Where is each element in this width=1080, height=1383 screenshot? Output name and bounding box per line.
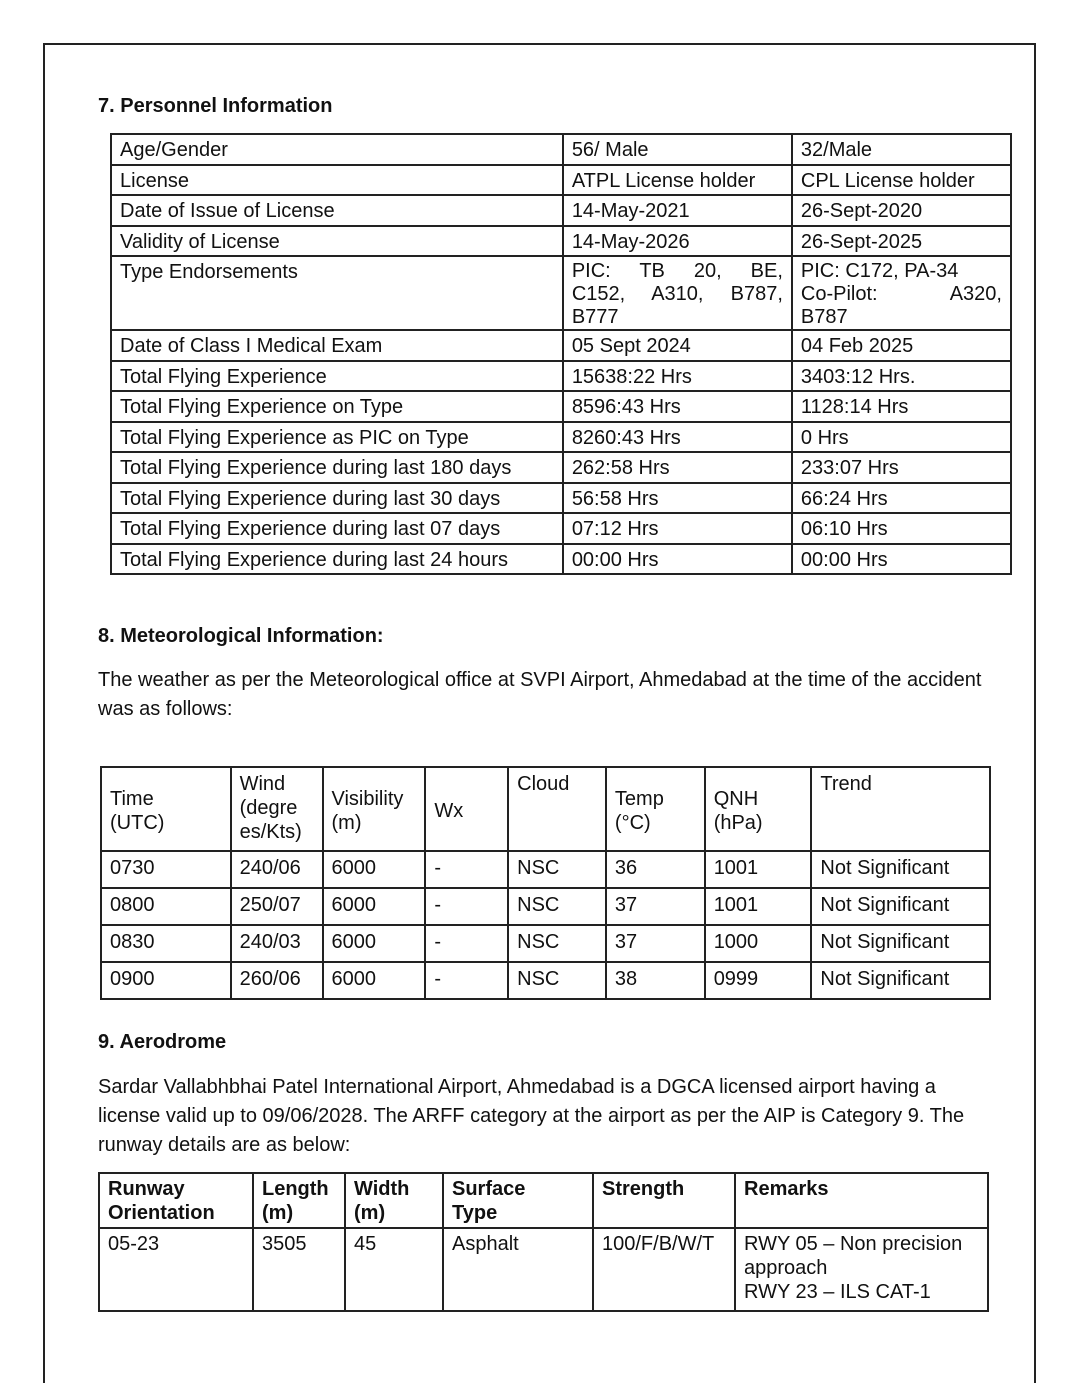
personnel-row [111,513,1011,544]
personnel-label: Total Flying Experience as PIC on Type [111,422,563,453]
header-wx: Wx [425,767,508,851]
personnel-label: Total Flying Experience [111,361,563,392]
met-temp-cell: 37 [606,925,705,962]
co-pilot-value: 00:00 Hrs [792,544,1011,575]
met-cloud-cell: NSC [508,888,606,925]
section-heading-aerodrome: 9. Aerodrome [98,1031,227,1053]
header-visibility: Visibility (m) [323,767,426,851]
cell-line: B777 [571,306,619,328]
met-time-cell: 0800 [101,888,231,925]
cell-line: PIC: C172, PA-34 [800,260,959,282]
runway-orientation: 05-23 [99,1228,253,1311]
header-time: Time (UTC) [101,767,231,851]
header-trend: Trend [811,767,990,851]
meteorological-row [101,888,990,925]
personnel-label: Date of Class I Medical Exam [111,330,563,361]
met-qnh-cell: 1001 [705,888,812,925]
met-visibility-cell: 6000 [323,851,426,888]
co-pilot-endorsements [792,256,1011,330]
meteorological-row [101,962,990,999]
pilot-in-command-value: ATPL License holder [563,165,792,196]
runway-header-row [99,1173,988,1228]
met-wx-cell: - [425,851,508,888]
personnel-row [111,195,1011,226]
runway-table [98,1172,989,1312]
met-wx-cell: - [425,888,508,925]
cell-line: Co-Pilot: A320, [800,283,1002,305]
pilot-in-command-value: 14-May-2026 [563,226,792,257]
met-time-cell: 0730 [101,851,231,888]
personnel-label: License [111,165,563,196]
co-pilot-value: 3403:12 Hrs. [792,361,1011,392]
met-visibility-cell: 6000 [323,962,426,999]
co-pilot-value: 0 Hrs [792,422,1011,453]
met-time-cell: 0900 [101,962,231,999]
met-wind-cell: 250/07 [231,888,323,925]
co-pilot-value: CPL License holder [792,165,1011,196]
header-wind: Wind (degre es/Kts) [231,767,323,851]
met-cloud-cell: NSC [508,962,606,999]
runway-length: 3505 [253,1228,345,1311]
met-qnh-cell: 1000 [705,925,812,962]
pilot-in-command-value: 05 Sept 2024 [563,330,792,361]
personnel-row [111,391,1011,422]
personnel-label: Total Flying Experience during last 30 days [111,483,563,514]
header-remarks: Remarks [735,1173,988,1228]
header-width: Width (m) [345,1173,443,1228]
header-surface-type: Surface Type [443,1173,593,1228]
personnel-row [111,134,1011,165]
runway-strength: 100/F/B/W/T [593,1228,735,1311]
co-pilot-value: 66:24 Hrs [792,483,1011,514]
met-temp-cell: 36 [606,851,705,888]
personnel-row [111,165,1011,196]
header-length: Length (m) [253,1173,345,1228]
cell-line: B787 [800,306,848,328]
aerodrome-intro: Sardar Vallabhbhai Patel International Airport, Ahmedabad is a DGCA licensed airport having a license valid up to 09/06/2028. The ARFF category at the airport as per the AIP is Category 9. The runway details are as below: [98,1076,965,1156]
met-wind-cell: 240/06 [231,851,323,888]
met-cloud-cell: NSC [508,851,606,888]
header-runway-orientation: Runway Orientation [99,1173,253,1228]
personnel-label: Total Flying Experience during last 07 days [111,513,563,544]
co-pilot-value: 233:07 Hrs [792,452,1011,483]
header-qnh: QNH (hPa) [705,767,812,851]
personnel-row [111,330,1011,361]
pilot-in-command-value: 56:58 Hrs [563,483,792,514]
co-pilot-value: 26-Sept-2025 [792,226,1011,257]
pilot-in-command-value: 8260:43 Hrs [563,422,792,453]
personnel-label: Total Flying Experience during last 180 days [111,452,563,483]
met-wx-cell: - [425,925,508,962]
runway-row [99,1228,988,1311]
meteorological-header-row [101,767,990,851]
pilot-in-command-value: 14-May-2021 [563,195,792,226]
pilot-in-command-value: 56/ Male [563,134,792,165]
personnel-row [111,361,1011,392]
met-qnh-cell: 0999 [705,962,812,999]
cell-line: PIC: TB 20, BE, [571,260,783,282]
met-wind-cell: 260/06 [231,962,323,999]
met-trend-cell: Not Significant [811,962,990,999]
runway-remarks: RWY 05 – Non precision approach RWY 23 – ILS CAT-1 [735,1228,988,1311]
header-temp: Temp (°C) [606,767,705,851]
runway-surface: Asphalt [443,1228,593,1311]
header-cloud: Cloud [508,767,606,851]
met-time-cell: 0830 [101,925,231,962]
pilot-in-command-value: 00:00 Hrs [563,544,792,575]
met-wind-cell: 240/03 [231,925,323,962]
personnel-row [111,483,1011,514]
meteorological-row [101,851,990,888]
co-pilot-value: 04 Feb 2025 [792,330,1011,361]
pilot-in-command-value: 8596:43 Hrs [563,391,792,422]
meteorological-table [100,766,991,1000]
pilot-in-command-endorsements [563,256,792,330]
personnel-row [111,452,1011,483]
personnel-row-type-endorsements [111,256,1011,330]
runway-width: 45 [345,1228,443,1311]
met-qnh-cell: 1001 [705,851,812,888]
co-pilot-value: 32/Male [792,134,1011,165]
personnel-table [110,133,1012,575]
personnel-label: Date of Issue of License [111,195,563,226]
met-trend-cell: Not Significant [811,851,990,888]
met-temp-cell: 38 [606,962,705,999]
met-wx-cell: - [425,962,508,999]
meteorological-row [101,925,990,962]
header-strength: Strength [593,1173,735,1228]
met-trend-cell: Not Significant [811,888,990,925]
co-pilot-value: 06:10 Hrs [792,513,1011,544]
personnel-row [111,226,1011,257]
met-cloud-cell: NSC [508,925,606,962]
pilot-in-command-value: 07:12 Hrs [563,513,792,544]
personnel-label: Type Endorsements [111,256,563,330]
section-heading-meteorological: 8. Meteorological Information: [98,625,384,647]
meteorological-intro: The weather as per the Meteorological office at SVPI Airport, Ahmedabad at the time of the accident was as follows: [98,669,982,720]
personnel-row [111,422,1011,453]
met-temp-cell: 37 [606,888,705,925]
personnel-label: Total Flying Experience during last 24 hours [111,544,563,575]
cell-line: C152, A310, B787, [571,283,783,305]
section-heading-personnel: 7. Personnel Information [98,95,333,117]
met-visibility-cell: 6000 [323,888,426,925]
personnel-label: Validity of License [111,226,563,257]
pilot-in-command-value: 262:58 Hrs [563,452,792,483]
co-pilot-value: 1128:14 Hrs [792,391,1011,422]
co-pilot-value: 26-Sept-2020 [792,195,1011,226]
pilot-in-command-value: 15638:22 Hrs [563,361,792,392]
personnel-label: Age/Gender [111,134,563,165]
met-visibility-cell: 6000 [323,925,426,962]
personnel-label: Total Flying Experience on Type [111,391,563,422]
personnel-row [111,544,1011,575]
met-trend-cell: Not Significant [811,925,990,962]
